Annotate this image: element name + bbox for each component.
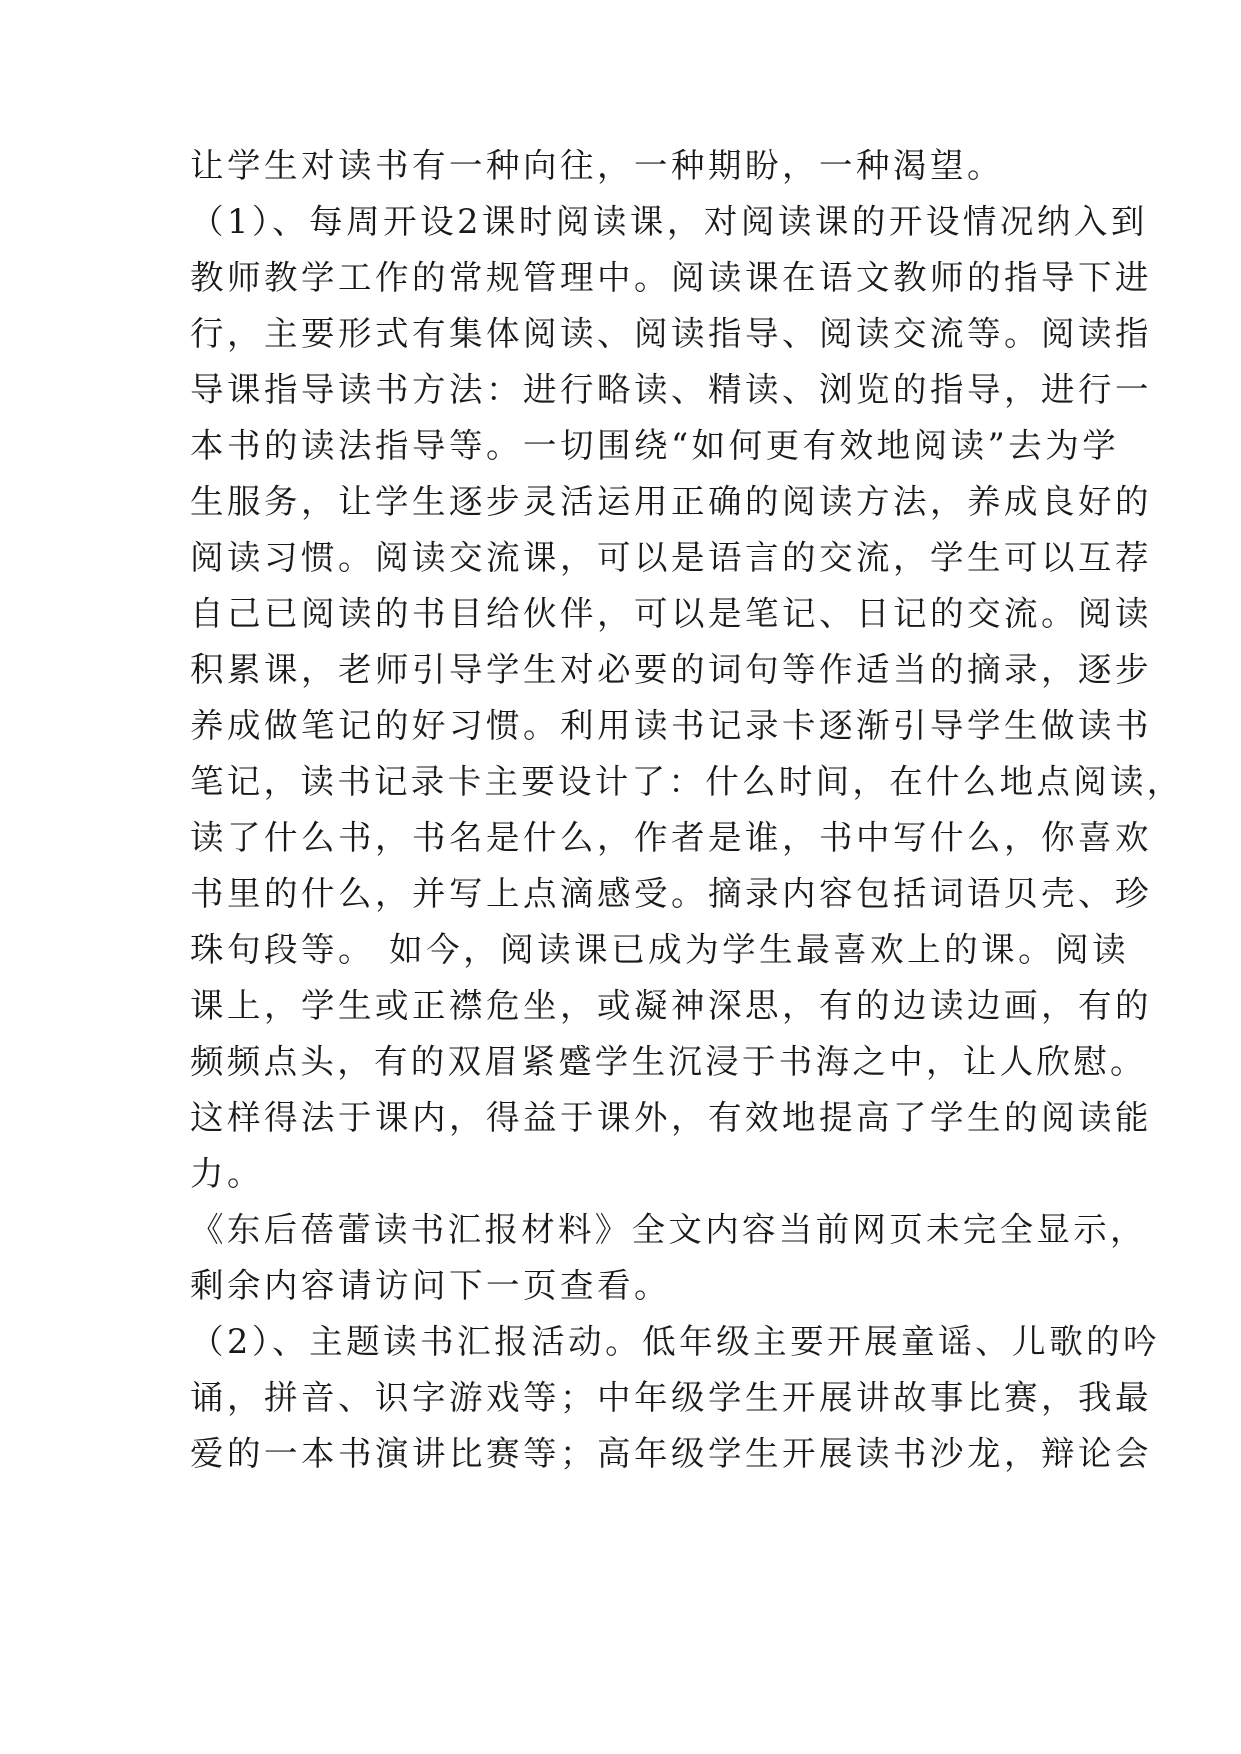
- text-line: 自己已阅读的书目给伙伴，可以是笔记、日记的交流。阅读: [190, 594, 1152, 633]
- text-line: 阅读习惯。阅读交流课，可以是语言的交流，学生可以互荐: [190, 538, 1152, 577]
- text-line: 积累课，老师引导学生对必要的词句等作适当的摘录，逐步: [190, 650, 1152, 689]
- text-line: 诵，拼音、识字游戏等；中年级学生开展讲故事比赛，我最: [190, 1378, 1152, 1417]
- text-line: 教师教学工作的常规管理中。阅读课在语文教师的指导下进: [190, 258, 1152, 297]
- truncation-notice: 剩余内容请访问下一页查看。: [190, 1266, 671, 1305]
- text-line: 力。: [190, 1154, 264, 1193]
- text-line: 笔记，读书记录卡主要设计了：什么时间，在什么地点阅读，: [190, 762, 1184, 801]
- text-line: 行，主要形式有集体阅读、阅读指导、阅读交流等。阅读指: [190, 314, 1152, 353]
- text-line: 这样得法于课内，得益于课外，有效地提高了学生的阅读能: [190, 1098, 1152, 1137]
- text-line: 导课指导读书方法：进行略读、精读、浏览的指导，进行一: [190, 370, 1152, 409]
- text-line: 课上，学生或正襟危坐，或凝神深思，有的边读边画，有的: [190, 986, 1152, 1025]
- text-line: 频频点头，有的双眉紧蹙学生沉浸于书海之中，让人欣慰。: [190, 1042, 1147, 1081]
- text-line: （1）、每周开设2课时阅读课，对阅读课的开设情况纳入到: [190, 202, 1148, 241]
- truncation-notice: 《东后蓓蕾读书汇报材料》全文内容当前网页未完全显示，: [190, 1210, 1147, 1249]
- text-line: 读了什么书，书名是什么，作者是谁，书中写什么，你喜欢: [190, 818, 1152, 857]
- text-line: 爱的一本书演讲比赛等；高年级学生开展读书沙龙，辩论会: [190, 1434, 1152, 1473]
- text-line: （2）、主题读书汇报活动。低年级主要开展童谣、儿歌的吟: [190, 1322, 1161, 1361]
- text-line: 让学生对读书有一种向往，一种期盼，一种渴望。: [190, 146, 1004, 185]
- text-line: 生服务，让学生逐步灵活运用正确的阅读方法，养成良好的: [190, 482, 1152, 521]
- text-line: 珠句段等。 如今，阅读课已成为学生最喜欢上的课。阅读: [190, 930, 1130, 969]
- text-line: 养成做笔记的好习惯。利用读书记录卡逐渐引导学生做读书: [190, 706, 1152, 745]
- text-line: 本书的读法指导等。一切围绕“如何更有效地阅读”去为学: [190, 426, 1120, 465]
- text-line: 书里的什么，并写上点滴感受。摘录内容包括词语贝壳、珍: [190, 874, 1152, 913]
